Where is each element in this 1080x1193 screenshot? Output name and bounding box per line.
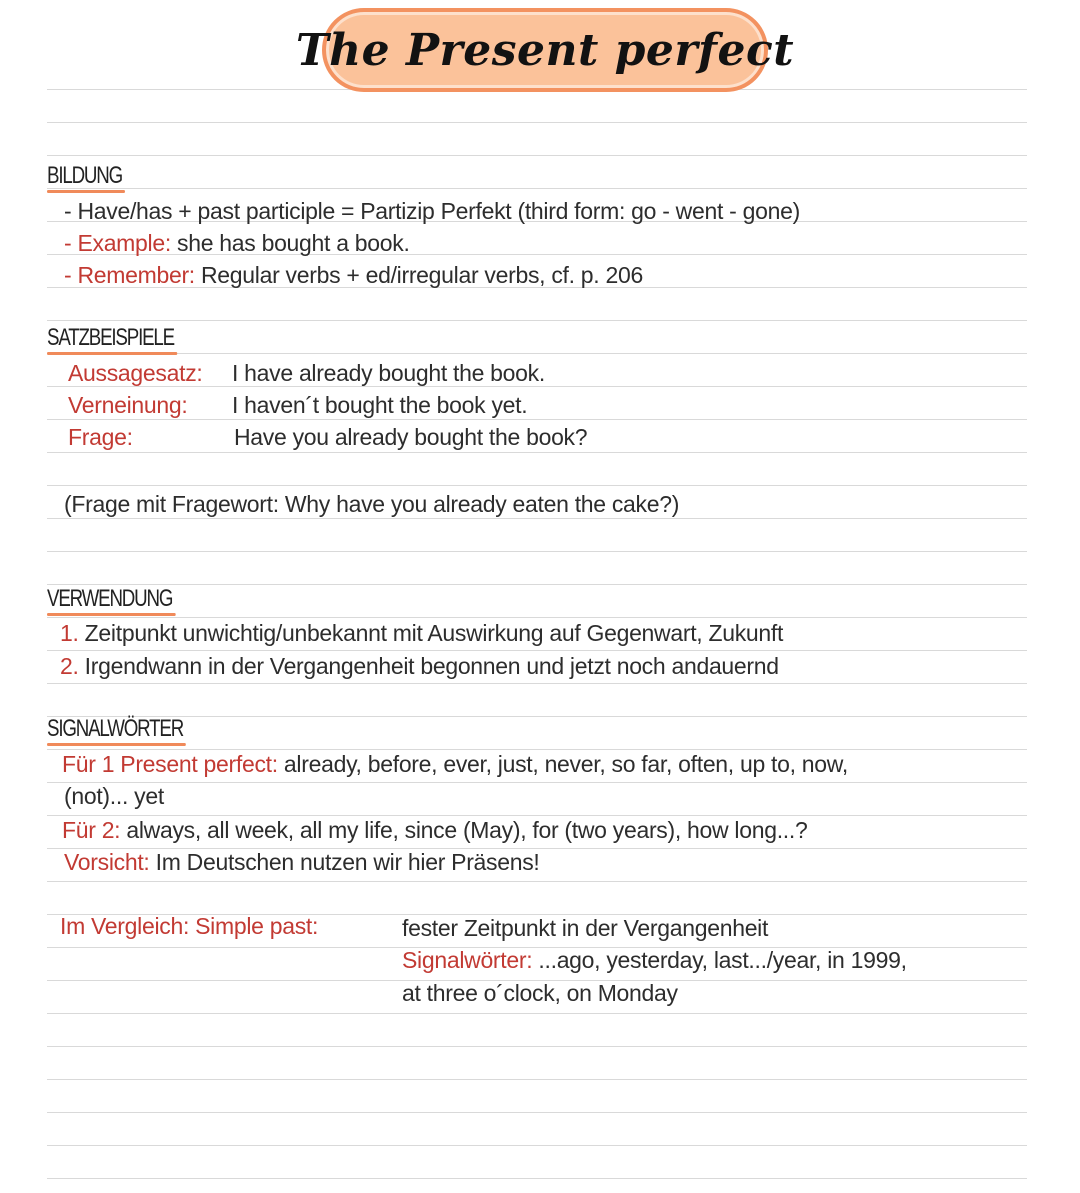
remember-label: - Remember: xyxy=(64,262,195,288)
bildung-line-remember xyxy=(64,262,643,289)
signal-label-2: Für 2: xyxy=(62,817,121,843)
item-text: Irgendwann in der Vergangenheit begonnen und jetzt noch andauernd xyxy=(78,653,779,679)
vergleich-signal-text: ...ago, yesterday, last.../year, in 1999, xyxy=(532,947,907,973)
ruled-line xyxy=(47,782,1027,783)
ruled-line xyxy=(47,881,1027,882)
ruled-line xyxy=(47,518,1027,519)
vergleich-label: Im Vergleich: Simple past: xyxy=(60,913,319,939)
signal-row-1-cont: (not)... yet xyxy=(64,783,164,809)
vergleich-line-2 xyxy=(402,947,907,974)
frage-label: Frage: xyxy=(68,424,133,450)
remember-text: Regular verbs + ed/irregular verbs, cf. p. 206 xyxy=(194,262,643,288)
section-heading-satzbeispiele: SATZBEISPIELE xyxy=(47,324,174,351)
example-label: - Example: xyxy=(64,230,171,256)
signal-row-3 xyxy=(64,849,540,876)
bildung-line-example xyxy=(64,230,410,257)
ruled-line xyxy=(47,320,1027,321)
ruled-line xyxy=(47,650,1027,651)
ruled-line xyxy=(47,716,1027,717)
signal-row-1 xyxy=(62,751,848,778)
ruled-line xyxy=(47,749,1027,750)
ruled-line xyxy=(47,353,1027,354)
page-title: The Present perfect xyxy=(295,24,795,76)
section-heading-verwendung: VERWENDUNG xyxy=(47,585,173,612)
verneinung-label: Verneinung: xyxy=(68,392,188,418)
verwendung-item-2 xyxy=(60,653,779,680)
vergleich-line-3: at three o´clock, on Monday xyxy=(402,980,678,1006)
item-number: 2. xyxy=(60,653,79,679)
ruled-line xyxy=(47,1079,1027,1080)
frage-text: Have you already bought the book? xyxy=(234,424,588,450)
bildung-line-formula: - Have/has + past participle = Partizip Perfekt (third form: go - went - gone) xyxy=(64,198,800,224)
aussagesatz-label: Aussagesatz: xyxy=(68,360,203,386)
verwendung-item-1 xyxy=(60,620,783,647)
vergleich-line-1: fester Zeitpunkt in der Vergangenheit xyxy=(402,915,769,941)
ruled-line xyxy=(47,419,1027,420)
example-text: she has bought a book. xyxy=(170,230,410,256)
ruled-line xyxy=(47,1178,1027,1179)
title-banner xyxy=(295,8,795,92)
ruled-line xyxy=(47,452,1027,453)
signal-label-1: Für 1 Present perfect: xyxy=(62,751,278,777)
ruled-line xyxy=(47,155,1027,156)
ruled-line xyxy=(47,1145,1027,1146)
ruled-line xyxy=(47,188,1027,189)
section-heading-signalwoerter: SIGNALWÖRTER xyxy=(47,715,184,742)
item-text: Zeitpunkt unwichtig/unbekannt mit Auswirkung auf Gegenwart, Zukunft xyxy=(78,620,784,646)
ruled-line xyxy=(47,617,1027,618)
vorsicht-text: Im Deutschen nutzen wir hier Präsens! xyxy=(149,849,540,875)
vergleich-signal-label: Signalwörter: xyxy=(402,947,533,973)
ruled-line xyxy=(47,1013,1027,1014)
signal-text-1: already, before, ever, just, never, so far, often, up to, now, xyxy=(277,751,848,777)
ruled-line xyxy=(47,485,1027,486)
verneinung-text: I haven´t bought the book yet. xyxy=(232,392,528,418)
ruled-line xyxy=(47,1112,1027,1113)
ruled-line xyxy=(47,584,1027,585)
ruled-line xyxy=(47,683,1027,684)
signal-row-2 xyxy=(62,817,807,844)
item-number: 1. xyxy=(60,620,79,646)
ruled-line xyxy=(47,122,1027,123)
ruled-line xyxy=(47,815,1027,816)
ruled-line xyxy=(47,551,1027,552)
section-heading-bildung: BILDUNG xyxy=(47,162,123,189)
vorsicht-label: Vorsicht: xyxy=(64,849,150,875)
signal-text-2: always, all week, all my life, since (May), for (two years), how long...? xyxy=(120,817,808,843)
fragewort-note: (Frage mit Fragewort: Why have you already eaten the cake?) xyxy=(64,491,680,517)
ruled-line xyxy=(47,1046,1027,1047)
aussagesatz-text: I have already bought the book. xyxy=(232,360,545,386)
